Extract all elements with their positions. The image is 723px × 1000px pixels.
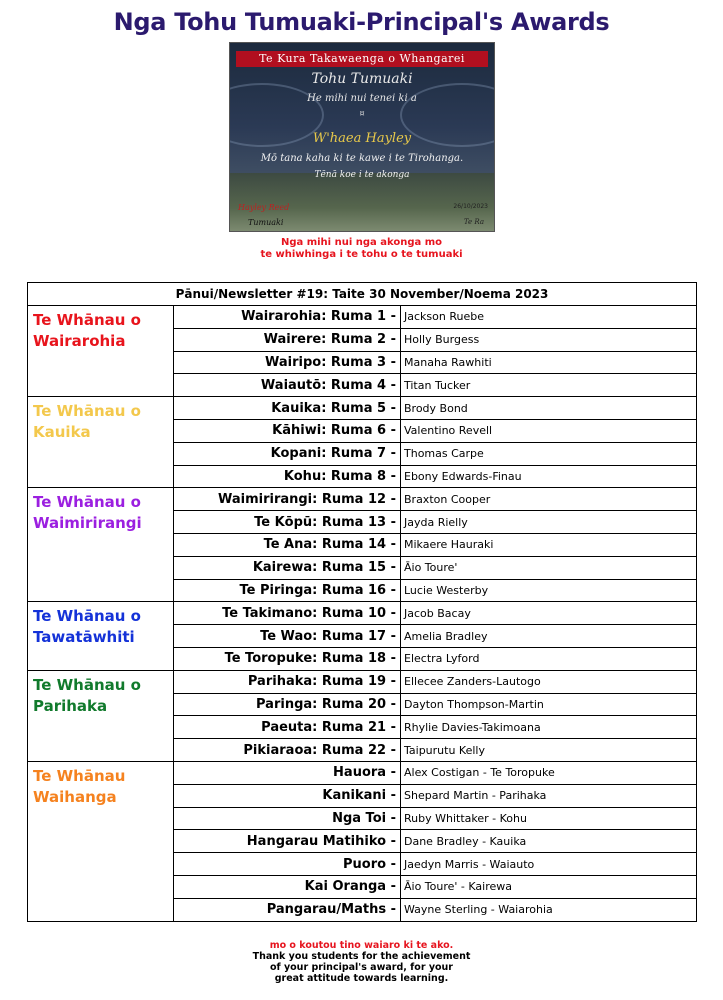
certificate-banner: Te Kura Takawaenga o Whangarei [236,51,488,67]
caption-line: te whiwhinga i te tohu o te tumuaki [260,249,463,260]
certificate-message: Tēnā koe i te akonga [314,170,410,180]
student-name: Āio Toure' [401,556,697,579]
certificate-school: Te Ra [463,218,484,226]
room-label: Kanikani - [174,784,401,807]
table-body [28,306,697,922]
footer-line: great attitude towards learning. [274,973,449,984]
room-label: Nga Toi - [174,807,401,830]
room-label: Parihaka: Ruma 19 - [174,670,401,693]
certificate-signature: Hayley Reed [238,203,290,212]
room-label: Puoro - [174,853,401,876]
student-name: Braxton Cooper [401,488,697,511]
student-name: Wayne Sterling - Waiarohia [401,898,697,921]
certificate-subheading: He mihi nui tenei ki a [307,93,417,104]
student-name: Electra Lyford [401,647,697,670]
room-label: Wairipo: Ruma 3 - [174,351,401,374]
student-name: Jayda Rielly [401,511,697,534]
student-name: Titan Tucker [401,374,697,397]
room-label: Wairarohia: Ruma 1 - [174,306,401,329]
student-name: Āio Toure' - Kairewa [401,875,697,898]
room-label: Paringa: Ruma 20 - [174,693,401,716]
room-label: Wairere: Ruma 2 - [174,328,401,351]
certificate-image [229,42,495,232]
room-label: Paeuta: Ruma 21 - [174,716,401,739]
footer-line: of your principal's award, for your [270,962,453,973]
table-row [28,670,697,693]
whanau-name: Te Whānau o Kauika [28,397,174,488]
room-label: Kai Oranga - [174,875,401,898]
certificate-heading: Tohu Tumuaki [311,71,413,87]
room-label: Te Wao: Ruma 17 - [174,625,401,648]
room-label: Te Ana: Ruma 14 - [174,533,401,556]
certificate-recipient: W'haea Hayley [312,131,412,146]
room-label: Kohu: Ruma 8 - [174,465,401,488]
student-name: Holly Burgess [401,328,697,351]
room-label: Te Takimano: Ruma 10 - [174,602,401,625]
footer-line: Thank you students for the achievement [252,951,471,962]
room-label: Pangarau/Maths - [174,898,401,921]
caption-line: Nga mihi nui nga akonga mo [280,237,443,248]
footer [0,940,723,984]
certificate-date: 26/10/2023 [453,203,488,210]
student-name: Amelia Bradley [401,625,697,648]
room-label: Kāhiwi: Ruma 6 - [174,419,401,442]
room-label: Hauora - [174,761,401,784]
room-label: Kairewa: Ruma 15 - [174,556,401,579]
certificate-signature-role: Tumuaki [248,218,284,227]
page-title: Nga Tohu Tumuaki-Principal's Awards [113,8,610,36]
student-name: Ebony Edwards-Finau [401,465,697,488]
table-row [28,488,697,511]
table-header: Pānui/Newsletter #19: Taite 30 November/Noema 2023 [28,283,697,306]
whanau-name: Te Whānau o Wairarohia [28,306,174,397]
room-label: Pikiaraoa: Ruma 22 - [174,739,401,762]
student-name: Valentino Revell [401,419,697,442]
awards-table [27,282,697,922]
student-name: Thomas Carpe [401,442,697,465]
student-name: Rhylie Davies-Takimoana [401,716,697,739]
whanau-name: Te Whānau o Parihaka [28,670,174,761]
whanau-name: Te Whānau o Waimirirangi [28,488,174,602]
table-row [28,397,697,420]
student-name: Jackson Ruebe [401,306,697,329]
room-label: Waiautō: Ruma 4 - [174,374,401,397]
student-name: Alex Costigan - Te Toropuke [401,761,697,784]
student-name: Lucie Westerby [401,579,697,602]
student-name: Taipurutu Kelly [401,739,697,762]
student-name: Ruby Whittaker - Kohu [401,807,697,830]
table-row [28,306,697,329]
room-label: Te Toropuke: Ruma 18 - [174,647,401,670]
student-name: Dayton Thompson-Martin [401,693,697,716]
certificate-dot: ¤ [359,109,365,118]
student-name: Ellecee Zanders-Lautogo [401,670,697,693]
student-name: Dane Bradley - Kauika [401,830,697,853]
student-name: Brody Bond [401,397,697,420]
table-row [28,602,697,625]
room-label: Kauika: Ruma 5 - [174,397,401,420]
student-name: Jaedyn Marris - Waiauto [401,853,697,876]
table-row [28,761,697,784]
certificate-message: Mō tana kaha ki te kawe i te Tirohanga. [260,153,464,164]
room-label: Te Piringa: Ruma 16 - [174,579,401,602]
caption [0,237,723,261]
footer-line: mo o koutou tino waiaro ki te ako. [269,940,454,951]
room-label: Hangarau Matihiko - [174,830,401,853]
room-label: Waimirirangi: Ruma 12 - [174,488,401,511]
student-name: Mikaere Hauraki [401,533,697,556]
student-name: Jacob Bacay [401,602,697,625]
student-name: Shepard Martin - Parihaka [401,784,697,807]
student-name: Manaha Rawhiti [401,351,697,374]
room-label: Te Kōpū: Ruma 13 - [174,511,401,534]
whanau-name: Te Whānau o Tawatāwhiti [28,602,174,670]
whanau-name: Te Whānau Waihanga [28,761,174,921]
room-label: Kopani: Ruma 7 - [174,442,401,465]
